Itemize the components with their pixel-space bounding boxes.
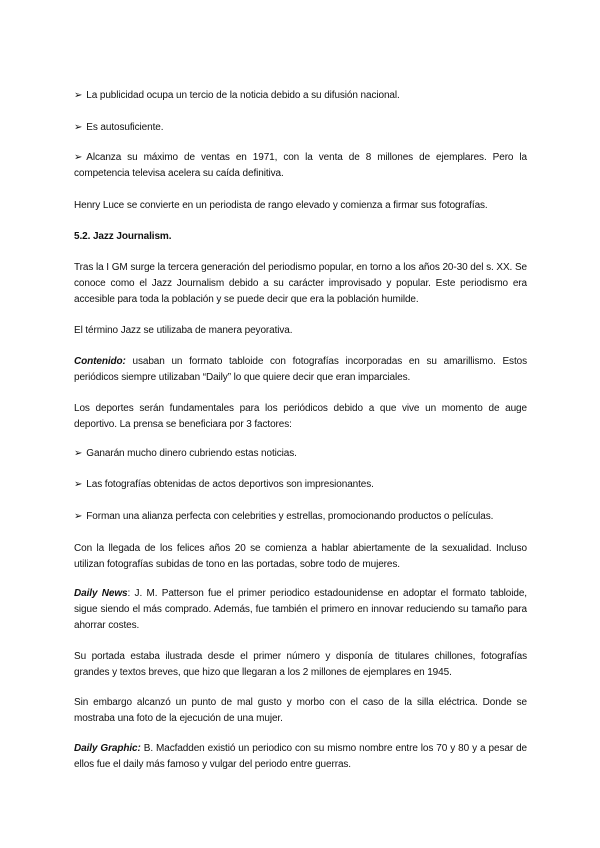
paragraph-intro: Tras la I GM surge la tercera generación del periodismo popular, en torno a los años 20-30 del s. XX. Se conoce como el Jazz Journalism debido a su carácter improvisado y popular. Este periodismo era accesible para toda la población y se puede decir que era la población humilde.: [74, 262, 527, 305]
paragraph-henry-luce: Henry Luce se convierte en un periodista de rango elevado y comienza a firmar sus fotografías.: [74, 200, 488, 211]
daily-graphic-label: Daily Graphic:: [74, 743, 141, 754]
arrow-bullet-icon: ➢: [74, 511, 83, 522]
bullet-dinero: ➢ Ganarán mucho dinero cubriendo estas noticias.: [74, 446, 527, 462]
paragraph-contenido: Contenido: usaban un formato tabloide con fotografías incorporadas en su amarillismo. Estos periódicos siempre utilizaban “Daily” lo que quiere decir que eran imparciales.: [74, 356, 527, 383]
arrow-bullet-icon: ➢: [74, 479, 83, 490]
bullet-publicidad: ➢ La publicidad ocupa un tercio de la noticia debido a su difusión nacional.: [74, 88, 527, 104]
section-heading: 5.2. Jazz Journalism.: [74, 231, 172, 242]
arrow-bullet-icon: ➢: [74, 152, 83, 163]
arrow-bullet-icon: ➢: [74, 122, 83, 133]
bullet-autosuficiente: ➢ Es autosuficiente.: [74, 120, 527, 136]
paragraph-mal-gusto: Sin embargo alcanzó un punto de mal gusto y morbo con el caso de la silla eléctrica. Donde se mostraba una foto de la ejecución de una mujer.: [74, 697, 527, 724]
paragraph-portada: Su portada estaba ilustrada desde el primer número y disponía de titulares chillones, fotografías grandes y textos breves, que hizo que llegaran a los 2 millones de ejemplares en 1945.: [74, 651, 527, 678]
paragraph-daily-graphic: Daily Graphic: B. Macfadden existió un periodico con su mismo nombre entre los 70 y 80 y a pesar de ellos fue el daily más famoso y vulgar del periodo entre guerras.: [74, 743, 527, 770]
contenido-label: Contenido:: [74, 356, 126, 367]
bullet-alianza: ➢ Forman una alianza perfecta con celebrities y estrellas, promocionando productos o películas.: [74, 509, 527, 525]
arrow-bullet-icon: ➢: [74, 90, 83, 101]
daily-news-label: Daily News: [74, 588, 128, 599]
paragraph-jazz-term: El término Jazz se utilizaba de manera peyorativa.: [74, 325, 293, 336]
arrow-bullet-icon: ➢: [74, 448, 83, 459]
paragraph-deportes: Los deportes serán fundamentales para los periódicos debido a que vive un momento de auge deportivo. La prensa se beneficiara por 3 factores:: [74, 403, 527, 430]
bullet-fotografias: ➢ Las fotografías obtenidas de actos deportivos son impresionantes.: [74, 477, 527, 493]
bullet-ventas: ➢ Alcanza su máximo de ventas en 1971, con la venta de 8 millones de ejemplares. Pero la competencia televisa acelera su caída definitiva.: [74, 152, 527, 179]
paragraph-sexualidad: Con la llegada de los felices años 20 se comienza a hablar abiertamente de la sexualidad. Incluso utilizan fotografías subidas de tono en las portadas, sobre todo de mujeres.: [74, 543, 527, 570]
paragraph-daily-news: Daily News: J. M. Patterson fue el primer periodico estadounidense en adoptar el formato tabloide, sigue siendo el más comprado. Además, fue también el primero en innovar reduciendo su tamaño para ahorrar costes.: [74, 588, 527, 631]
